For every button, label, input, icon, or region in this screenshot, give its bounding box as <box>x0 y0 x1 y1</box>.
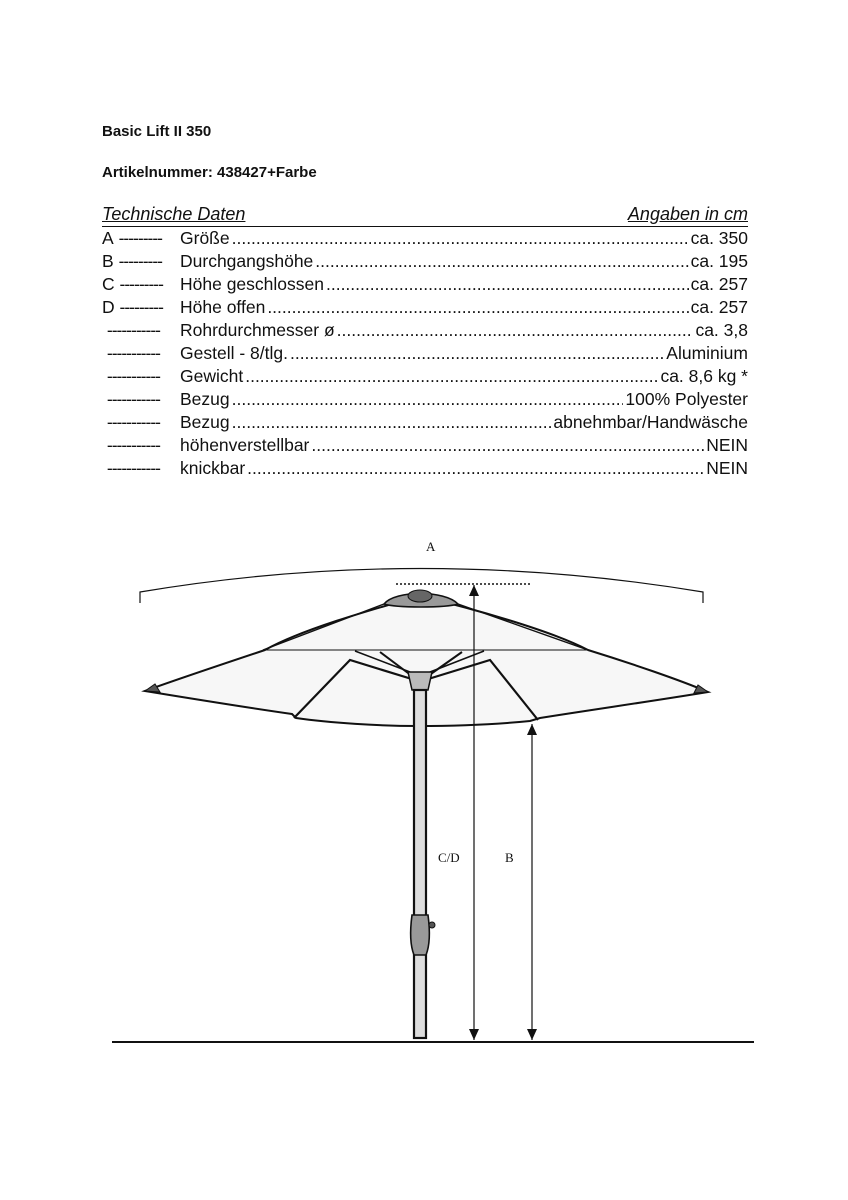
spec-row <box>102 273 748 296</box>
spec-row-dashes: --------- <box>119 274 163 294</box>
spec-row-code <box>102 250 180 273</box>
spec-row-label: höhenverstellbar <box>180 435 310 455</box>
spec-row <box>102 250 748 273</box>
spec-row-dashes: ----------- <box>106 320 160 340</box>
dot-leader <box>247 457 704 480</box>
spec-row <box>102 342 748 365</box>
dot-leader <box>290 342 664 365</box>
crank-handle <box>411 915 430 955</box>
height-arrow-head-top <box>469 585 479 596</box>
spec-row <box>102 388 748 411</box>
spec-row-label: Rohrdurchmesser ø <box>180 320 335 340</box>
spec-row-label: Höhe geschlossen <box>180 274 324 294</box>
spec-row-value: 100% Polyester <box>625 389 748 409</box>
spec-row-label: Bezug <box>180 412 230 432</box>
spec-row-dashes: --------- <box>119 297 163 317</box>
dot-leader <box>232 411 552 434</box>
dot-leader <box>326 273 689 296</box>
spec-header-units: Angaben in cm <box>627 204 748 224</box>
spec-row-value: NEIN <box>706 435 748 455</box>
spec-row-label: Bezug <box>180 389 230 409</box>
spec-row <box>102 434 748 457</box>
spec-table-header <box>102 204 748 227</box>
spec-row-code <box>102 296 180 319</box>
spec-row-label: knickbar <box>180 458 246 478</box>
spec-row-value: ca. 257 <box>690 274 748 294</box>
dot-leader <box>232 388 624 411</box>
label-b: B <box>505 850 514 865</box>
dot-leader <box>232 227 689 250</box>
spec-row-value: ca. 350 <box>690 228 748 248</box>
spec-row-code <box>102 434 180 457</box>
article-number: Artikelnummer: 438427+Farbe <box>102 164 317 181</box>
crank-knob <box>429 922 435 928</box>
spec-row <box>102 411 748 434</box>
spec-row-dashes: --------- <box>118 228 163 248</box>
spec-row-value: NEIN <box>706 458 748 478</box>
spec-row-value: ca. 3,8 <box>695 320 748 340</box>
spec-row-code <box>102 457 180 480</box>
product-title: Basic Lift II 350 <box>102 123 212 140</box>
canopy-edge-left <box>145 684 160 692</box>
dot-leader <box>311 434 704 457</box>
spec-row-label: Höhe offen <box>180 297 266 317</box>
spec-row-dashes: ----------- <box>106 389 160 409</box>
spec-row-letter: C <box>102 274 115 294</box>
umbrella-pole <box>414 690 426 1038</box>
spec-row-code <box>102 227 180 250</box>
spec-row-code <box>102 319 180 342</box>
clearance-arrow-head-bottom <box>527 1029 537 1040</box>
spec-row <box>102 296 748 319</box>
umbrella-diagram <box>0 520 848 1080</box>
spec-row <box>102 457 748 480</box>
dot-leader <box>267 296 688 319</box>
spec-row-dashes: ----------- <box>106 412 160 432</box>
finial-cap <box>408 590 432 602</box>
spec-row-dashes: ----------- <box>106 343 160 363</box>
spec-row-value: Aluminium <box>666 343 748 363</box>
spec-row-value: ca. 257 <box>690 297 748 317</box>
spec-row-code <box>102 388 180 411</box>
spec-row-letter: A <box>102 228 114 248</box>
clearance-arrow-head-top <box>527 724 537 735</box>
dot-leader <box>315 250 688 273</box>
spec-row-dashes: --------- <box>118 251 163 271</box>
umbrella-hub <box>408 672 432 690</box>
dot-leader <box>245 365 658 388</box>
spec-row <box>102 227 748 250</box>
spec-row-letter: B <box>102 251 114 271</box>
spec-row-value: abnehmbar/Handwäsche <box>553 412 748 432</box>
spec-row-letter: D <box>102 297 115 317</box>
spec-header-title: Technische Daten <box>102 204 246 224</box>
dot-leader <box>337 319 694 342</box>
spec-row-label: Größe <box>180 228 230 248</box>
spec-table <box>102 227 748 480</box>
spec-row-code <box>102 273 180 296</box>
spec-row-code <box>102 342 180 365</box>
spec-row-label: Durchgangshöhe <box>180 251 314 271</box>
spec-row-dashes: ----------- <box>106 458 160 478</box>
spec-row <box>102 365 748 388</box>
spec-row-code <box>102 411 180 434</box>
label-cd: C/D <box>438 850 460 865</box>
spec-row-dashes: ----------- <box>106 435 160 455</box>
height-arrow-head-bottom <box>469 1029 479 1040</box>
label-a: A <box>426 539 436 554</box>
spec-row-value: ca. 8,6 kg * <box>660 366 748 386</box>
spec-row-label: Gewicht <box>180 366 244 386</box>
spec-row-label: Gestell - 8/tlg. <box>180 343 288 363</box>
spec-row <box>102 319 748 342</box>
spec-row-dashes: ----------- <box>106 366 160 386</box>
spec-row-code <box>102 365 180 388</box>
spec-row-value: ca. 195 <box>690 251 748 271</box>
